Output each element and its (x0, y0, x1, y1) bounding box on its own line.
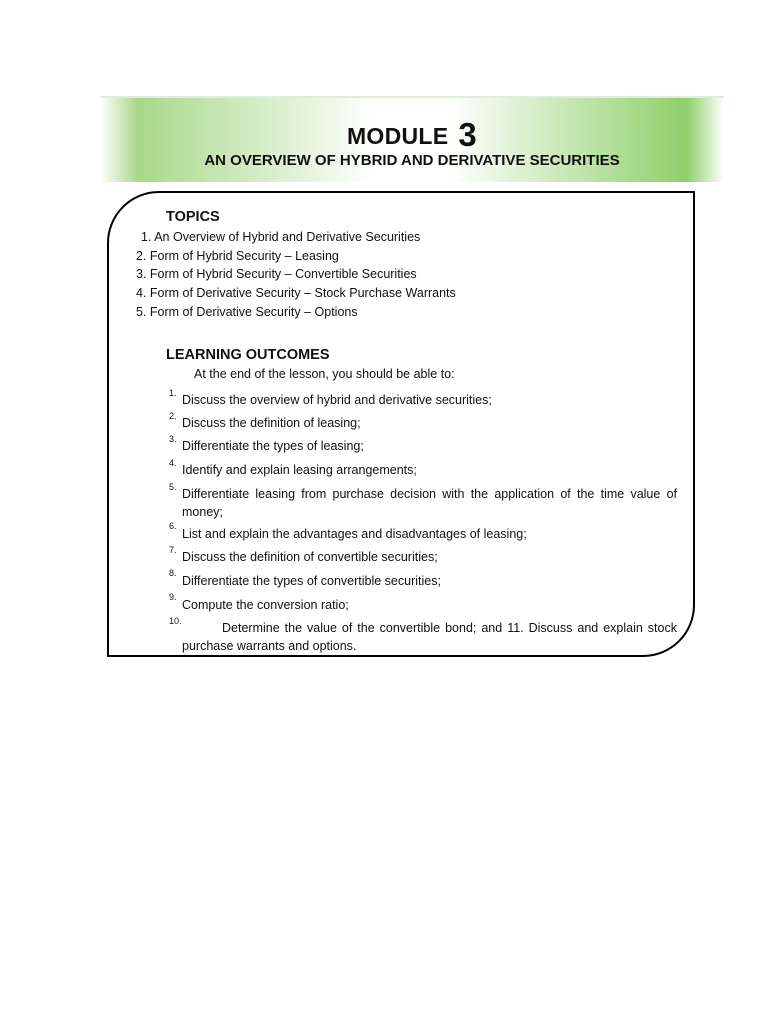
outcome-number: 3. (169, 434, 177, 444)
outcome-item: Differentiate leasing from purchase decision with the application of the time value of money; (182, 487, 677, 519)
outcome-item: Differentiate the types of leasing; (182, 439, 364, 453)
outcome-number: 9. (169, 592, 177, 602)
outcome-number: 10. (169, 616, 182, 626)
outcome-number: 1. (169, 388, 177, 398)
topic-item: 1. An Overview of Hybrid and Derivative Securities (141, 230, 421, 244)
outcome-number: 5. (169, 482, 177, 492)
module-number: 3 (458, 116, 478, 153)
topic-item: 2. Form of Hybrid Security – Leasing (136, 249, 339, 263)
topic-item: 5. Form of Derivative Security – Options (136, 305, 358, 319)
topic-item: 4. Form of Derivative Security – Stock Purchase Warrants (136, 286, 456, 300)
topic-item: 3. Form of Hybrid Security – Convertible Securities (136, 267, 417, 281)
outcome-number: 4. (169, 458, 177, 468)
outcome-number: 6. (169, 521, 177, 531)
outcomes-intro: At the end of the lesson, you should be able to: (194, 367, 455, 381)
outcome-item: Discuss the definition of convertible securities; (182, 550, 438, 564)
module-subtitle: AN OVERVIEW OF HYBRID AND DERIVATIVE SECURITIES (204, 152, 620, 169)
outcomes-heading: LEARNING OUTCOMES (166, 347, 330, 363)
outcome-item: Differentiate the types of convertible securities; (182, 574, 441, 588)
outcome-item: Discuss the definition of leasing; (182, 416, 361, 430)
banner-top-rule (100, 96, 724, 98)
outcome-number: 7. (169, 545, 177, 555)
module-banner (100, 96, 724, 182)
outcome-number: 8. (169, 568, 177, 578)
topics-heading: TOPICS (166, 209, 220, 225)
outcome-item: Discuss the overview of hybrid and derivative securities; (182, 393, 492, 407)
module-title (100, 116, 724, 154)
outcome-item: Determine the value of the convertible bond; and 11. Discuss and explain stock purchase warrants and options. (182, 621, 677, 653)
outcome-item: Compute the conversion ratio; (182, 598, 349, 612)
outcome-item: Identify and explain leasing arrangements; (182, 463, 417, 477)
outcome-number: 2. (169, 411, 177, 421)
module-label: MODULE (346, 123, 449, 149)
outcome-item: List and explain the advantages and disadvantages of leasing; (182, 527, 527, 541)
